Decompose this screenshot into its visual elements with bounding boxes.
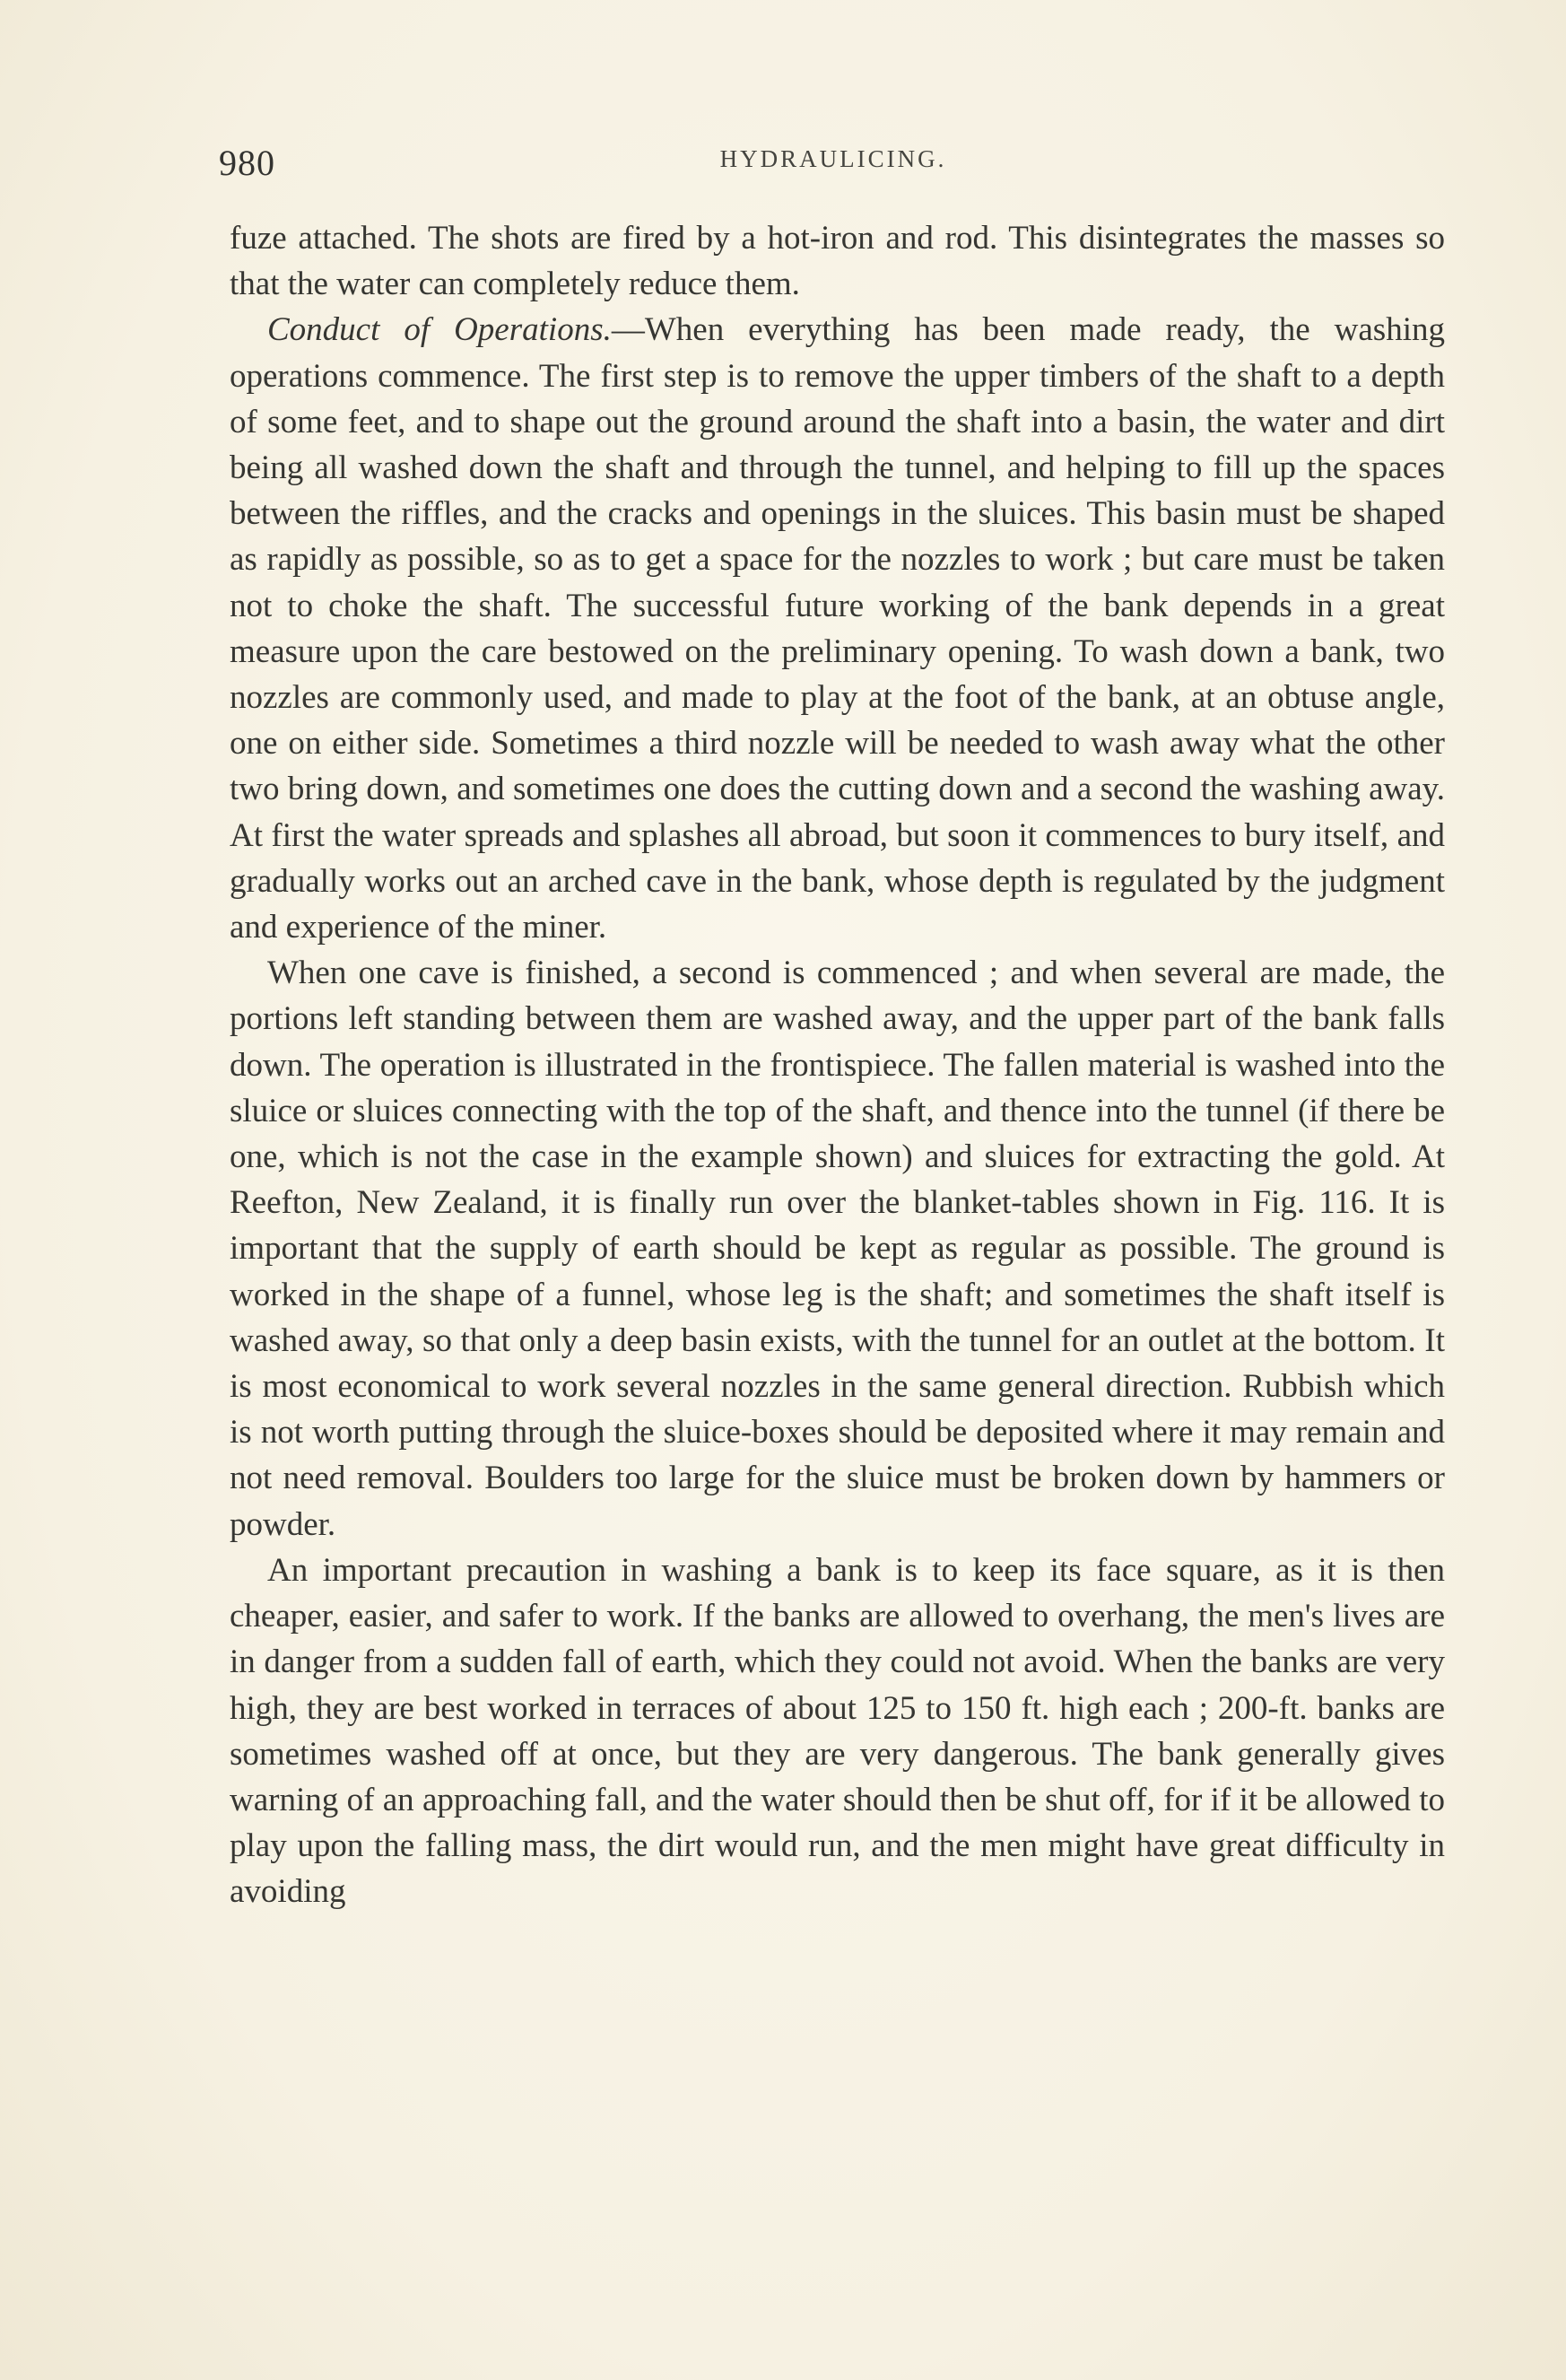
paragraph-body: —When everything has been made ready, the washing operations commence. The first step is to remove the upper timbers of the shaft to a depth of some feet, and to shape out the ground around the shaft into a basin, the water and dirt being all washed down the shaft and through the tunnel, and helping to fill up the spaces between the riffles, and the cracks and openings in the sluices. This basin must be shaped as rapidly as possible, so as to get a space for the nozzles to work ; but care must be taken not to choke the shaft. The successful future working of the bank depends in a great measure upon the care bestowed on the preliminary opening. To wash down a bank, two nozzles are commonly used, and made to play at the foot of the bank, at an obtuse angle, one on either side. Sometimes a third nozzle will be needed to wash away what the other two bring down, and sometimes one does the cutting down and a second the washing away. At first the water spreads and splashes all abroad, but soon it commences to bury itself, and gradually works out an arched cave in the bank, whose depth is regulated by the judgment and experience of the miner.	[230, 311, 1445, 946]
paragraph-conduct-of-operations	[230, 307, 1445, 950]
paragraph-precaution: An important precaution in washing a bank is to keep its face square, as it is then cheaper, easier, and safer to work. If the banks are allowed to overhang, the men's lives are in danger from a sudden fall of earth, which they could not avoid. When the banks are very high, they are best worked in terraces of about 125 to 150 ft. high each ; 200-ft. banks are sometimes washed off at once, but they are very dangerous. The bank generally gives warning of an approaching fall, and the water should then be shut off, for if it be allowed to play upon the falling mass, the dirt would run, and the men might have great difficulty in avoiding	[230, 1551, 1445, 1911]
page-number: 980	[219, 143, 275, 183]
running-head	[219, 142, 1448, 187]
body-text	[230, 215, 1445, 1915]
paragraph-caves: When one cave is finished, a second is commenced ; and when several are made, the portions left standing between them are washed away, and the upper part of the bank falls down. The operation is illustrated in the frontispiece. The fallen material is washed into the sluice or sluices connecting with the top of the shaft, and thence into the tunnel (if there be one, which is not the case in the example shown) and sluices for extracting the gold. At Reefton, New Zealand, it is finally run over the blanket-tables shown in Fig. 116. It is important that the supply of earth should be kept as regular as possible. The ground is worked in the shape of a funnel, whose leg is the shaft; and sometimes the shaft itself is washed away, so that only a deep basin exists, with the tunnel for an outlet at the bottom. It is most economical to work several nozzles in the same general direction. Rubbish which is not worth putting through the sluice-boxes should be deposited where it may remain and not need removal. Boulders too large for the sluice must be broken down by hammers or powder.	[230, 955, 1445, 1543]
running-title: HYDRAULICING.	[719, 145, 947, 172]
section-heading: Conduct of Operations.	[267, 311, 612, 349]
paragraph-continuation: fuze attached. The shots are fired by a hot-iron and rod. This disintegrates the masses so that the water can completely reduce them.	[230, 220, 1445, 303]
